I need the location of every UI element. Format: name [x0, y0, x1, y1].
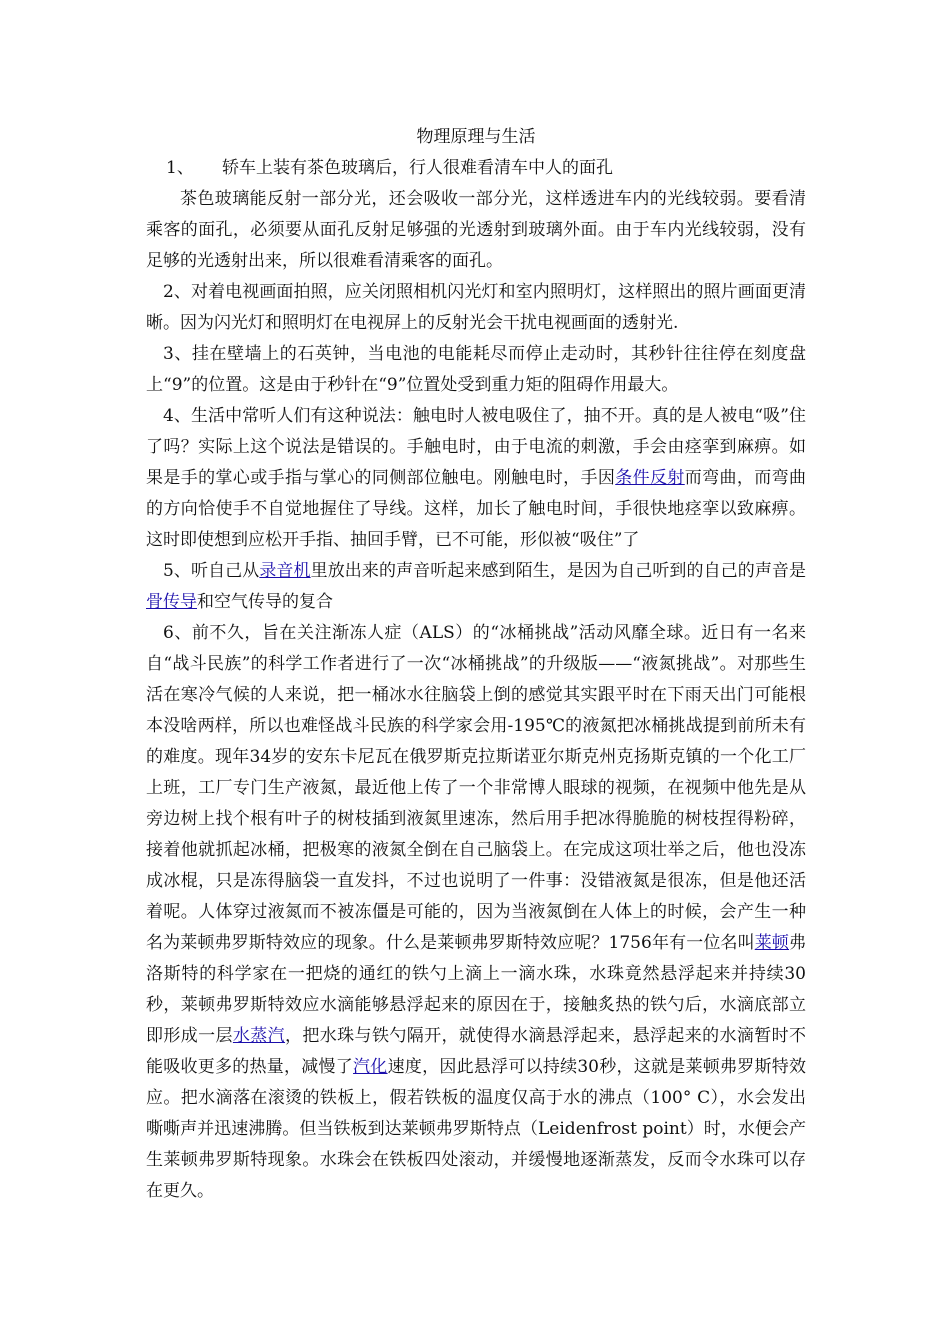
link-tape-recorder[interactable]: 录音机 — [259, 561, 311, 581]
item-5-text-c: 和空气传导的复合 — [197, 592, 333, 612]
item-6-text-b: 弗洛斯特的科学家在一把烧的通红的铁勺上滴上一滴水珠，水珠竟然悬浮起来并持续30秒，莱顿弗罗斯特效应水滴能够悬浮起来的原因在于，接触炙热的铁勺后，水滴底部立即形成一层 — [146, 933, 806, 1046]
item-5-paragraph — [146, 556, 806, 618]
item-1-heading — [146, 153, 806, 184]
link-conditioned-reflex[interactable]: 条件反射 — [615, 468, 685, 488]
item-4-text-b: 而弯曲，而弯曲的方向恰使手不自觉地握住了导线。这样，加长了触电时间，手很快地痉挛以致麻痹。这时即使想到应松开手指、抽回手臂，已不可能，形似被“吸住”了 — [146, 468, 807, 550]
item-4-paragraph — [146, 401, 806, 556]
link-vaporization[interactable]: 汽化 — [353, 1057, 388, 1077]
item-1-body: 茶色玻璃能反射一部分光，还会吸收一部分光，这样透进车内的光线较弱。要看清乘客的面孔，必须要从面孔反射足够强的光透射到玻璃外面。由于车内光线较弱，没有足够的光透射出来，所以很难看清乘客的面孔。 — [146, 189, 806, 271]
page-title: 物理原理与生活 — [416, 127, 536, 147]
item-6-text-d: 速度，因此悬浮可以持续30秒，这就是莱顿弗罗斯特效应。把水滴落在滚烫的铁板上，假若铁板的温度仅高于水的沸点（100° C），水会发出嘶嘶声并迅速沸腾。但当铁板到达莱顿弗罗斯特点（Leidenfrost point）时，水便会产生莱顿弗罗斯特现象。水珠会在铁板四处滚动，并缓慢地逐渐蒸发，反而令水珠可以存在更久。 — [146, 1057, 807, 1201]
document-content — [146, 122, 806, 1207]
item-3-paragraph: 3、挂在壁墙上的石英钟，当电池的电能耗尽而停止走动时，其秒针往往停在刻度盘上“9”的位置。这是由于秒针在“9”位置处受到重力矩的阻碍作用最大。 — [146, 344, 806, 395]
item-6-text-a: 6、前不久，旨在关注渐冻人症（ALS）的“冰桶挑战”活动风靡全球。近日有一名来自“战斗民族”的科学工作者进行了一次“冰桶挑战”的升级版——“液氮挑战”。对那些生活在寒冷气候的人来说，把一桶冰水往脑袋上倒的感觉其实跟平时在下雨天出门可能根本没啥两样，所以也难怪战斗民族的科学家会用-195℃的液氮把冰桶挑战提到前所未有的难度。现年34岁的安东卡尼瓦在俄罗斯克拉斯诺亚尔斯克州克扬斯克镇的一个化工厂上班，工厂专门生产液氮，最近他上传了一个非常博人眼球的视频，在视频中他先是从旁边树上找个根有叶子的树枝插到液氮里速冻，然后用手把冰得脆脆的树枝捏得粉碎，接着他就抓起冰桶，把极寒的液氮全倒在自己脑袋上。在完成这项壮举之后，他也没冻成冰棍，只是冻得脑袋一直发抖，不过也说明了一件事：没错液氮是很冻，但是他还活着呢。人体穿过液氮而不被冻僵是可能的，因为当液氮倒在人体上的时候，会产生一种名为莱顿弗罗斯特效应的现象。什么是莱顿弗罗斯特效应呢？1756年有一位名叫 — [146, 623, 806, 953]
item-6-text-c: ，把水珠与铁勺隔开，就使得水滴悬浮起来，悬浮起来的水滴暂时不能吸收更多的热量，减慢了 — [146, 1026, 807, 1077]
item-5-text-a: 5、听自己从 — [163, 561, 260, 581]
item-6-paragraph — [146, 618, 806, 1207]
item-2-paragraph: 2、对着电视画面拍照，应关闭照相机闪光灯和室内照明灯，这样照出的照片画面更清晰。因为闪光灯和照明灯在电视屏上的反射光会干扰电视画面的透射光. — [146, 282, 806, 333]
item-1-heading-text: 轿车上装有茶色玻璃后，行人很难看清车中人的面孔 — [222, 158, 613, 178]
link-water-vapor[interactable]: 水蒸汽 — [232, 1026, 286, 1046]
item-4-text-a: 4、生活中常听人们有这种说法：触电时人被电吸住了，抽不开。真的是人被电“吸”住了吗？实际上这个说法是错误的。手触电时，由于电流的刺激，手会由痉挛到麻痹。如果是手的掌心或手指与掌心的同侧部位触电。刚触电时，手因 — [146, 406, 806, 488]
link-bone-conduction[interactable]: 骨传导 — [146, 592, 197, 612]
item-5-text-b: 里放出来的声音听起来感到陌生，是因为自己听到的自己的声音是 — [310, 561, 807, 581]
item-1-number: 1、 — [166, 158, 194, 178]
link-leiden[interactable]: 莱顿 — [754, 933, 789, 953]
